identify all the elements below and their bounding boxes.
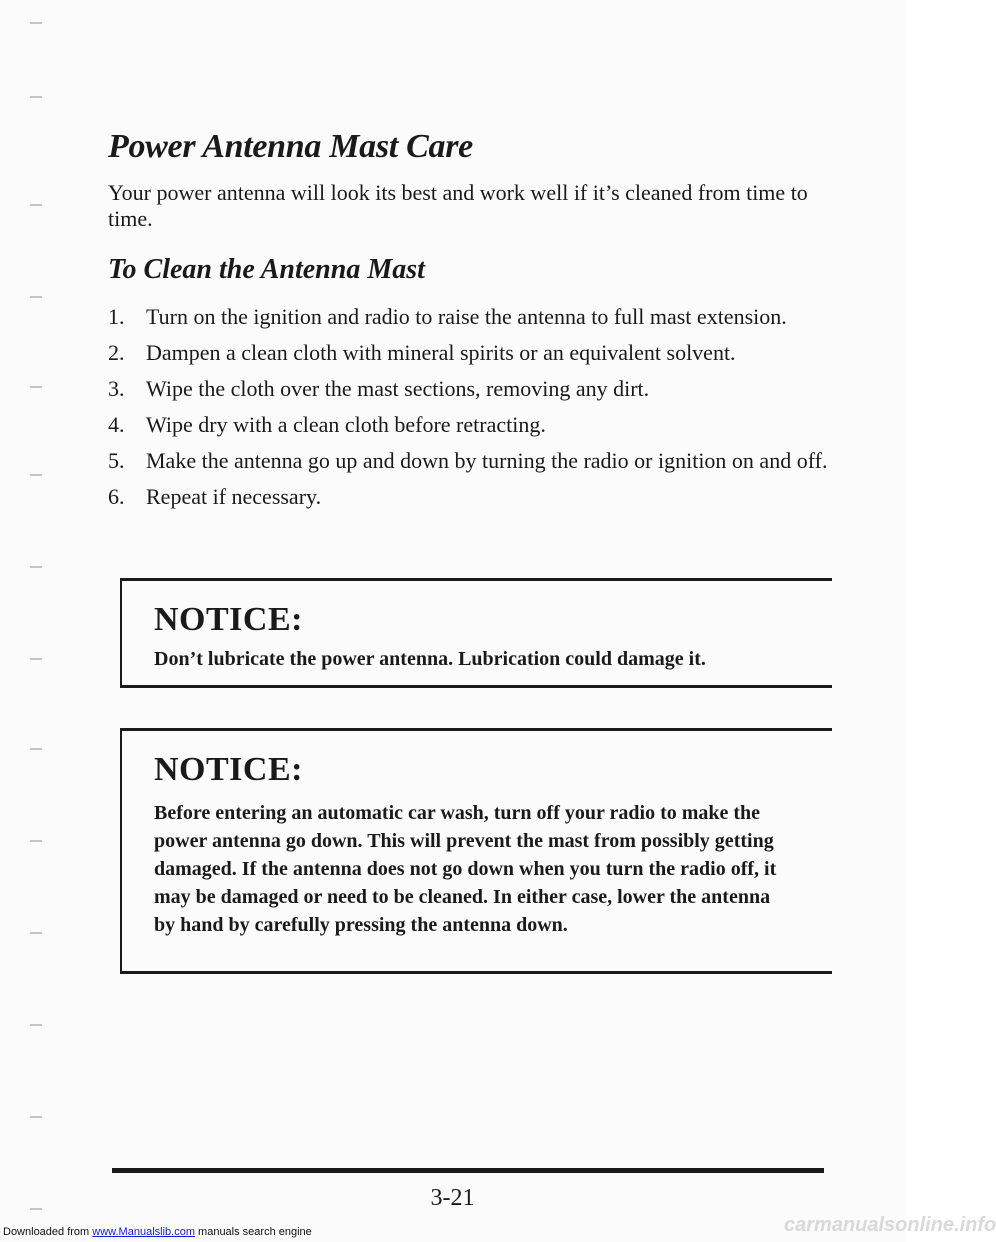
step-number: 5. [108,448,125,473]
edge-mark [30,204,42,206]
edge-mark [30,96,42,98]
step-text: Wipe dry with a clean cloth before retracting. [146,412,546,437]
section-subheading: To Clean the Antenna Mast [108,254,425,285]
page-title: Power Antenna Mast Care [108,128,473,165]
step-number: 1. [108,304,125,329]
list-item [108,412,838,438]
watermark: carmanualsonline.info [784,1214,996,1236]
download-suffix: manuals search engine [194,1226,312,1238]
list-item [108,304,838,330]
edge-mark [30,1024,42,1026]
list-item [108,340,838,366]
edge-mark [30,658,42,660]
notice-text: Don’t lubricate the power antenna. Lubrication could damage it. [154,648,706,670]
manualslib-link[interactable]: www.Manualslib.com [92,1226,195,1238]
step-text: Turn on the ignition and radio to raise the antenna to full mast extension. [146,304,787,329]
notice-box-car-wash [120,728,832,974]
edge-mark [30,22,42,24]
step-text: Make the antenna go up and down by turning the radio or ignition on and off. [146,448,828,473]
step-number: 2. [108,340,125,365]
download-footer [3,1226,312,1238]
edge-mark [30,932,42,934]
step-number: 6. [108,484,125,509]
step-text: Dampen a clean cloth with mineral spirits or an equivalent solvent. [146,340,736,365]
notice-box-lubrication [120,578,832,688]
edge-mark [30,1116,42,1118]
notice-text: Before entering an automatic car wash, turn off your radio to make the power antenna go down. This will prevent the mast from possibly getting damaged. If the antenna does not go down when you turn the radio off, it may be damaged or need to be cleaned. In either case, lower the antenna by hand by carefully pressing the antenna down. [154,802,777,936]
notice-title: NOTICE: [154,601,303,638]
edge-mark [30,840,42,842]
edge-mark [30,386,42,388]
page-number: 3-21 [430,1185,475,1211]
intro-paragraph: Your power antenna will look its best and work well if it’s cleaned from time to time. [108,180,808,231]
step-number: 4. [108,412,125,437]
steps-list [108,304,838,520]
step-text: Repeat if necessary. [146,484,322,509]
step-text: Wipe the cloth over the mast sections, removing any dirt. [146,376,650,401]
list-item [108,484,838,510]
right-margin [905,0,960,1242]
list-item [108,376,838,402]
edge-mark [30,566,42,568]
list-item [108,448,838,474]
step-number: 3. [108,376,125,401]
notice-title: NOTICE: [154,751,303,788]
download-prefix: Downloaded from [3,1226,93,1238]
edge-mark [30,296,42,298]
footer-rule [112,1168,824,1173]
edge-mark [30,748,42,750]
edge-mark [30,474,42,476]
